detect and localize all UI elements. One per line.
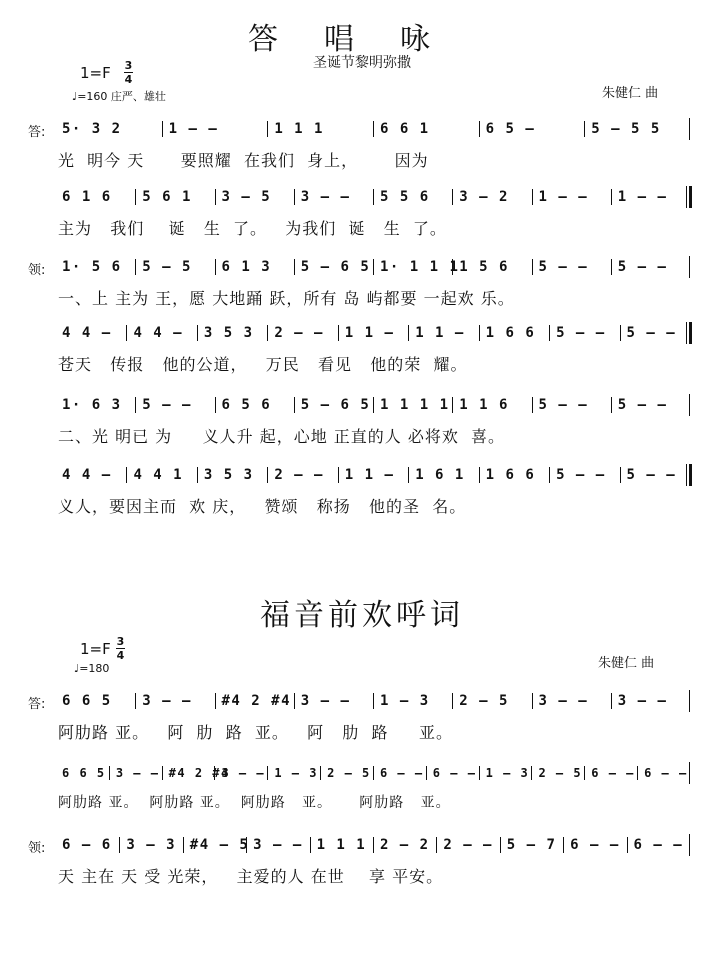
- measure: 1 – 3: [479, 766, 532, 780]
- system-label: 答:: [28, 125, 46, 140]
- lyrics-line: 阿肋路 亚。 阿肋路 亚。 阿肋路 亚。 阿肋路 亚。: [58, 795, 451, 811]
- notes-line: [56, 834, 690, 856]
- measure: 4 4 –: [62, 467, 112, 483]
- measure: 3 5 3: [197, 325, 267, 341]
- measure: 1 1 –: [408, 325, 478, 341]
- final-barline: [686, 186, 692, 208]
- measure: 3 – –: [109, 766, 162, 780]
- lyrics-line: 光 明今 天 要照耀 在我们 身上， 因为: [58, 151, 429, 170]
- measure: 5 – –: [620, 467, 690, 483]
- measure: 1 6 6: [479, 467, 549, 483]
- measure: 6 – –: [373, 766, 426, 780]
- measure: 6 – –: [426, 766, 479, 780]
- measure: #4 2 #4: [162, 766, 215, 780]
- final-barline: [686, 464, 692, 486]
- lyrics-line: 义人，要因主而 欢 庆， 赞颂 称扬 他的圣 名。: [58, 497, 467, 516]
- measure: 6 – –: [584, 766, 637, 780]
- measure: 5 – 5: [135, 259, 214, 275]
- measure: 3 – –: [294, 693, 373, 709]
- measure: 6 – –: [627, 837, 690, 853]
- barline: [689, 118, 690, 140]
- notes-line: [56, 464, 690, 486]
- measure: 3 – –: [294, 189, 373, 205]
- system-label: 领:: [28, 841, 46, 856]
- lyrics-line: 二、光 明已 为 义人升 起，心地 正直的人 必将欢 喜。: [58, 427, 506, 446]
- measure: 1 6 1: [408, 467, 478, 483]
- measure: 5 – –: [611, 259, 690, 275]
- notes-line: [56, 118, 690, 140]
- measure: 1 1 1 1: [373, 397, 452, 413]
- barline: [689, 394, 690, 416]
- lyrics-line: 苍天 传报 他的公道， 万民 看见 他的荣 耀。: [58, 355, 468, 374]
- measure: 4 4 –: [62, 325, 112, 341]
- measure: 5 – –: [549, 325, 619, 341]
- final-barline: [686, 322, 692, 344]
- measure: 6 5 6: [215, 397, 294, 413]
- song1-meter-bottom: 4: [124, 73, 133, 86]
- measure: 6 1 6: [62, 189, 112, 205]
- measure: 3 – –: [135, 693, 214, 709]
- lyrics-line: 天 主在 天 受 光荣， 主爱的人 在世 享 平安。: [58, 867, 444, 886]
- measure: 3 – –: [611, 693, 690, 709]
- measure: 1 – 3: [267, 766, 320, 780]
- measure: 5 – –: [135, 397, 214, 413]
- measure: 3 – –: [214, 766, 267, 780]
- measure: 5 5 6: [373, 189, 452, 205]
- song1-meter-top: 3: [124, 59, 133, 72]
- measure: 1· 5 6: [62, 259, 122, 275]
- measure: 1 1 –: [338, 325, 408, 341]
- measure: 1 1 6: [452, 397, 531, 413]
- measure: 1 6 6: [479, 325, 549, 341]
- barline: [689, 256, 690, 278]
- measure: 1 – –: [162, 121, 268, 137]
- song2-meter: [116, 636, 125, 661]
- song1-title: 答唱咏: [248, 22, 476, 57]
- measure: #4 2 #4: [215, 693, 294, 709]
- song2-key: 1=F: [80, 640, 111, 658]
- measure: 3 – –: [532, 693, 611, 709]
- lyrics-line: 主为 我们 诞 生 了。 为我们 诞 生 了。: [58, 219, 447, 238]
- measure: 2 – 5: [531, 766, 584, 780]
- measure: 3 – –: [246, 837, 309, 853]
- measure: 4 4 –: [126, 325, 196, 341]
- lyrics-line: 一、上 主为 王，愿 大地踊 跃，所有 岛 屿都要 一起欢 乐。: [58, 289, 515, 308]
- measure: 2 – 5: [320, 766, 373, 780]
- song1-composer: 朱健仁 曲: [602, 86, 659, 101]
- measure: 1 1 1: [267, 121, 373, 137]
- measure: 2 – –: [436, 837, 499, 853]
- measure: 5 – –: [611, 397, 690, 413]
- measure: 6 – –: [637, 766, 690, 780]
- barline: [689, 762, 690, 784]
- measure: 5 – 6 5: [294, 259, 373, 275]
- measure: 5 – –: [532, 259, 611, 275]
- song2-meter-top: 3: [116, 635, 125, 648]
- measure: 1 1 –: [338, 467, 408, 483]
- song1-subtitle: 圣诞节黎明弥撒: [313, 55, 411, 71]
- measure: 3 – 3: [119, 837, 182, 853]
- measure: 3 – 2: [452, 189, 531, 205]
- measure: 1· 6 3: [62, 397, 122, 413]
- measure: 2 – –: [267, 325, 337, 341]
- measure: 6 6 5: [62, 693, 112, 709]
- song1-tempo: ♩=160 庄严、雄壮: [72, 90, 166, 103]
- measure: #4 – 5: [183, 837, 246, 853]
- measure: 6 – –: [563, 837, 626, 853]
- measure: 6 6 5: [62, 766, 106, 780]
- notes-line: [56, 186, 690, 208]
- measure: 2 – 2: [373, 837, 436, 853]
- measure: 1 – 3: [373, 693, 452, 709]
- notes-line: [56, 690, 690, 712]
- notes-line: [56, 762, 690, 784]
- measure: 3 – 5: [215, 189, 294, 205]
- measure: 6 6 1: [373, 121, 479, 137]
- lyrics-line: 阿肋路 亚。 阿 肋 路 亚。 阿 肋 路 亚。: [58, 723, 453, 742]
- measure: 5 – –: [620, 325, 690, 341]
- measure: 3 5 3: [197, 467, 267, 483]
- measure: 6 1 3: [215, 259, 294, 275]
- song1-key: 1=F: [80, 64, 111, 82]
- measure: 5 – 7: [500, 837, 563, 853]
- measure: 5 – 6 5: [294, 397, 373, 413]
- measure: 6 – 6: [62, 837, 112, 853]
- measure: 5 – 5 5: [584, 121, 690, 137]
- system-label: 答:: [28, 697, 46, 712]
- measure: 1· 1 1 1: [373, 259, 452, 275]
- song2-composer: 朱健仁 曲: [598, 656, 655, 671]
- measure: 5 6 1: [135, 189, 214, 205]
- system-label: 领:: [28, 263, 46, 278]
- measure: 1 5 6: [452, 259, 531, 275]
- song2-tempo: ♩=180: [74, 662, 110, 675]
- notes-line: [56, 256, 690, 278]
- measure: 5· 3 2: [62, 121, 122, 137]
- notes-line: [56, 394, 690, 416]
- measure: 5 – –: [549, 467, 619, 483]
- barline: [689, 690, 690, 712]
- measure: 2 – –: [267, 467, 337, 483]
- notes-line: [56, 322, 690, 344]
- measure: 1 – –: [532, 189, 611, 205]
- barline: [689, 834, 690, 856]
- measure: 2 – 5: [452, 693, 531, 709]
- song2-title: 福音前欢呼词: [260, 598, 464, 633]
- song1-meter: [124, 60, 133, 85]
- measure: 6 5 –: [479, 121, 585, 137]
- measure: 4 4 1: [126, 467, 196, 483]
- measure: 1 1 1: [310, 837, 373, 853]
- measure: 5 – –: [532, 397, 611, 413]
- measure: 1 – –: [611, 189, 690, 205]
- song2-meter-bottom: 4: [116, 649, 125, 662]
